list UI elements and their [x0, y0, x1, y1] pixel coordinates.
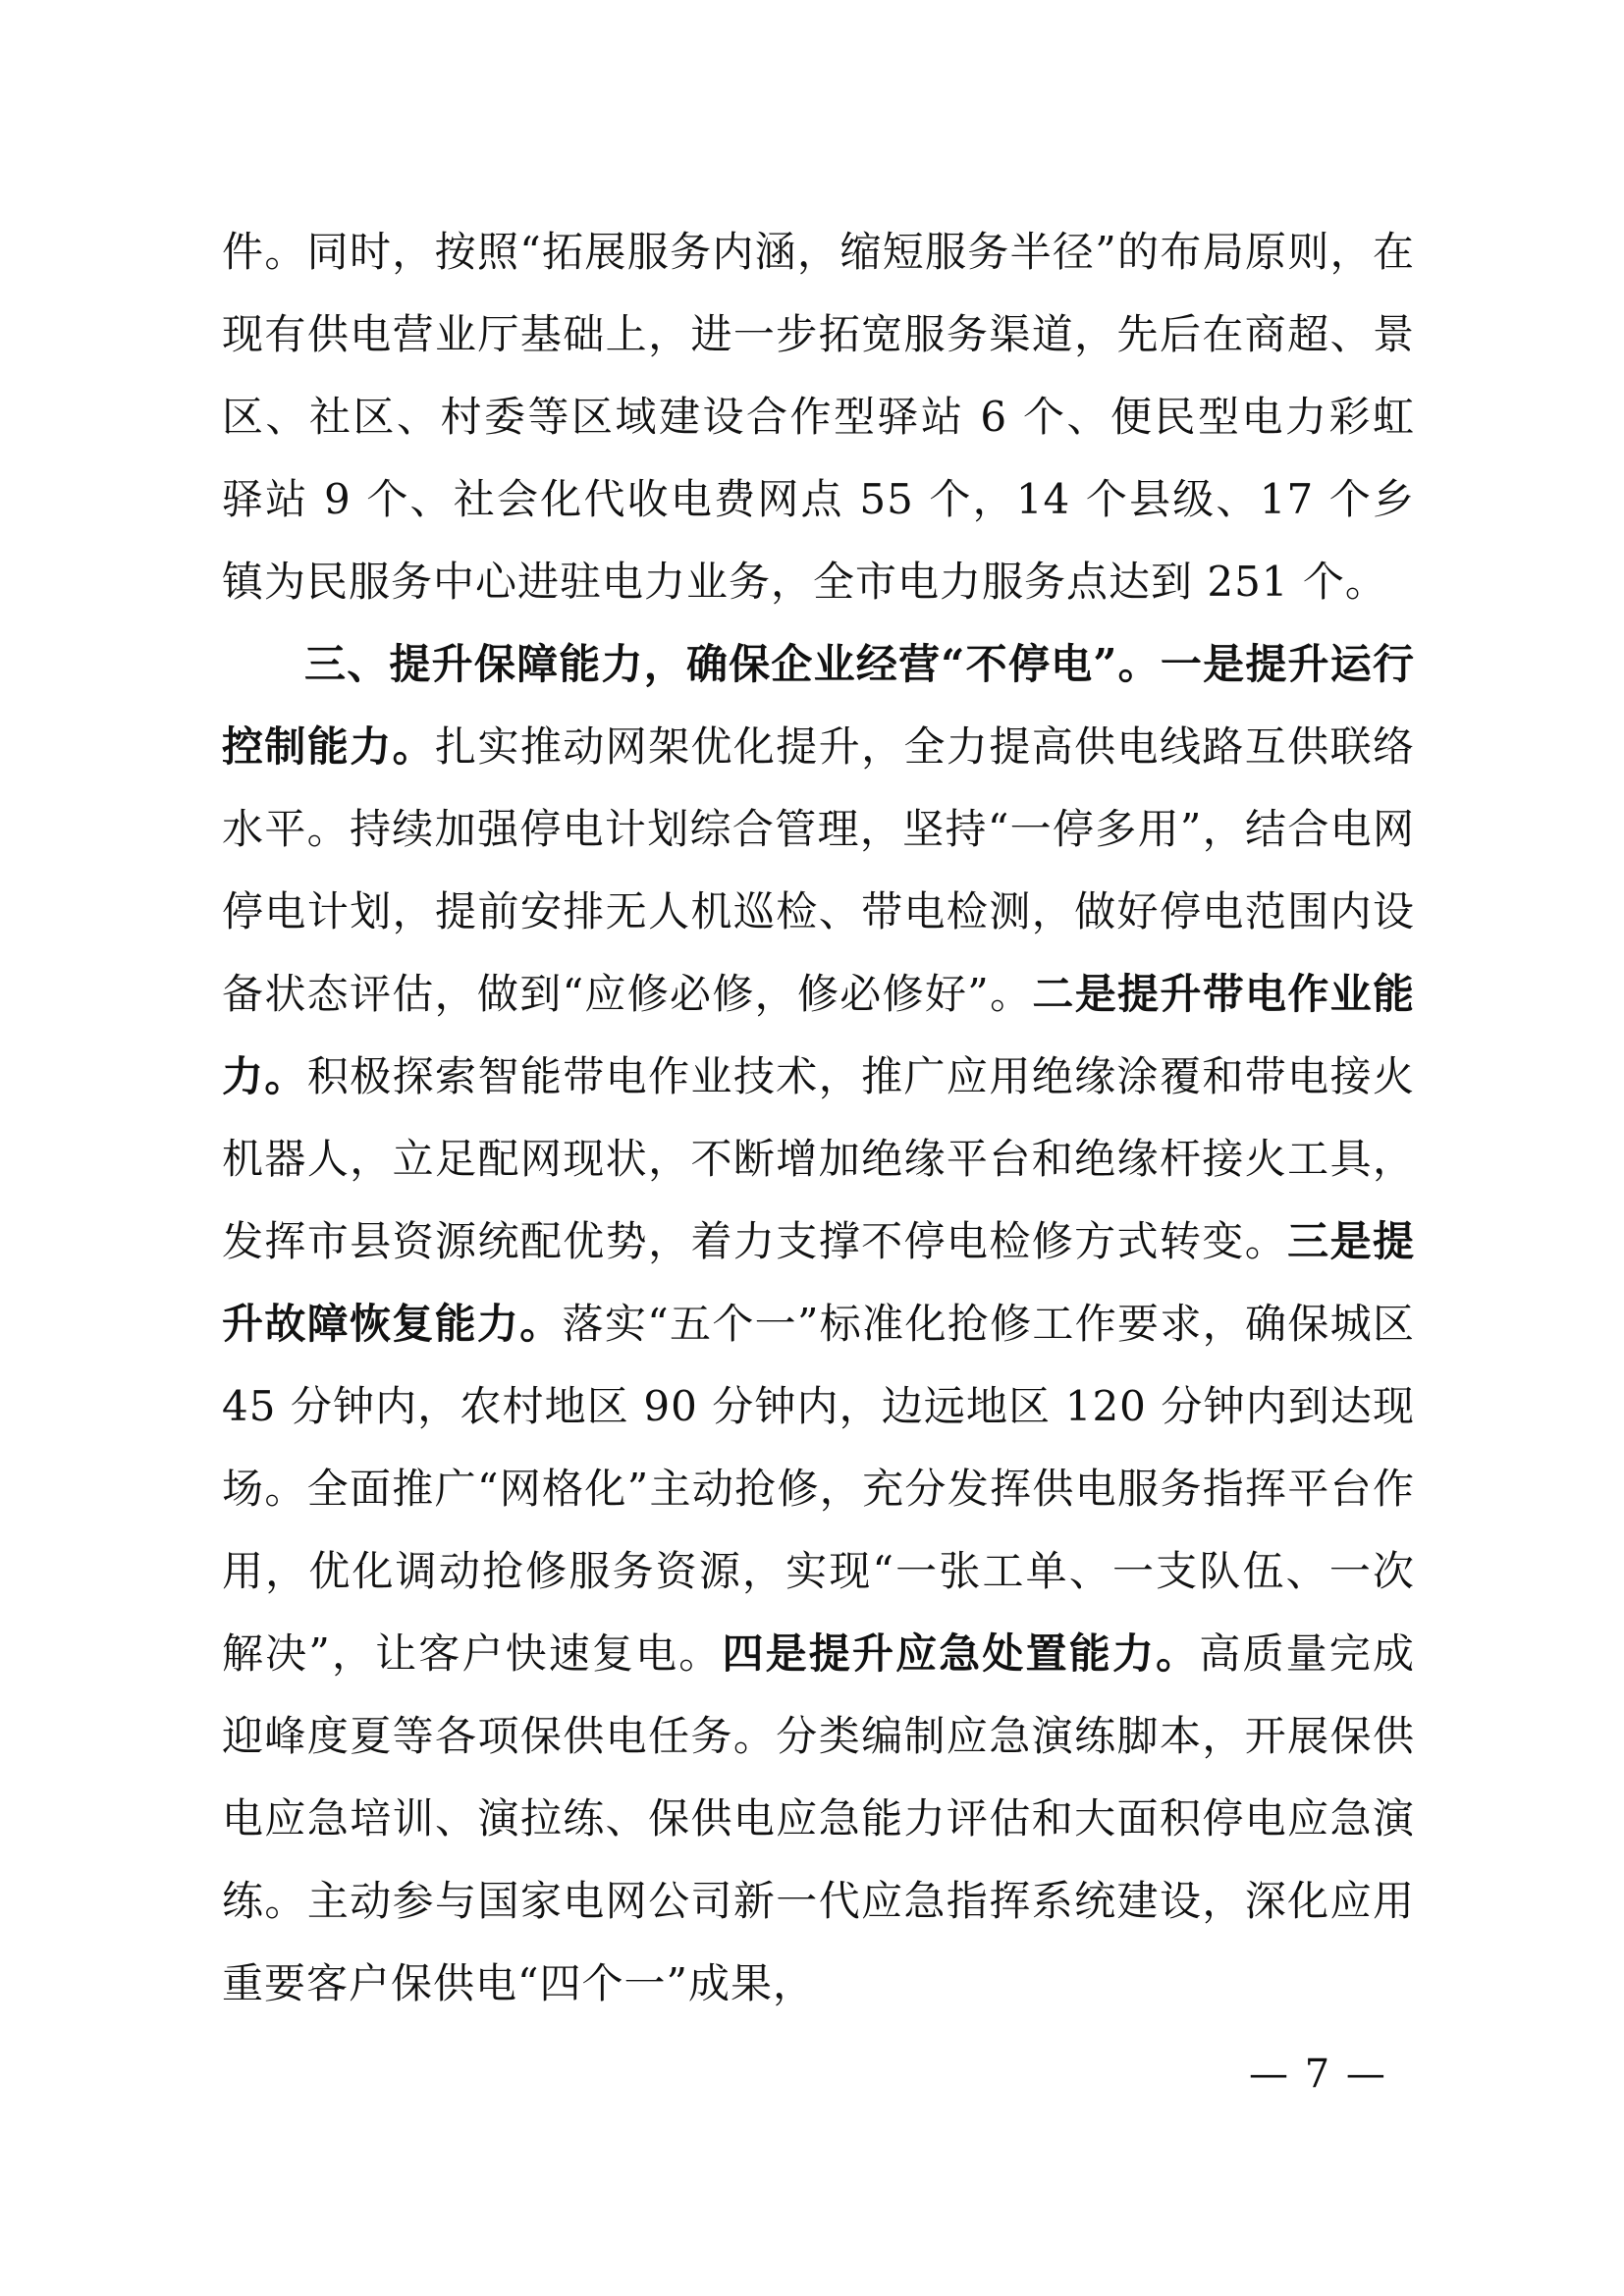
page-number: — 7 — [1249, 2052, 1387, 2097]
paragraph-section-three [222, 623, 1415, 2025]
body-text [222, 211, 1415, 2025]
section-heading: 三、提升保障能力，确保企业经营“不停电”。 [304, 640, 1161, 688]
measure-one-text: 扎实推动网架优化提升，全力提高供电线路互供联络水平。持续加强停电计划综合管理，坚持“一停多用”，结合电网停电计划，提前安排无人机巡检、带电检测，做好停电范围内设备状态评估，做到“应修必修，修必修好”。 [222, 722, 1415, 1018]
paragraph-text: 件。同时，按照“拓展服务内涵，缩短服务半径”的布局原则，在现有供电营业厅基础上，进一步拓宽服务渠道，先后在商超、景区、社区、村委等区域建设合作型驿站 6 个、便民型电力彩虹驿站 9 个、社会化代收电费网点 55 个，14 个县级、17 个乡镇为民服务中心进驻电力业务，全市电力服务点达到 251 个。 [222, 228, 1415, 606]
measure-three-title: 三是提升故障恢复能力。 [222, 1217, 1415, 1348]
measure-four-text: 高质量完成迎峰度夏等各项保供电任务。分类编制应急演练脚本，开展保供电应急培训、演拉练、保供电应急能力评估和大面积停电应急演练。主动参与国家电网公司新一代应急指挥系统建设，深化应用重要客户保供电“四个一”成果， [222, 1629, 1415, 2007]
measure-two-text: 积极探索智能带电作业技术，推广应用绝缘涂覆和带电接火机器人，立足配网现状，不断增加绝缘平台和绝缘杆接火工具，发挥市县资源统配优势，着力支撑不停电检修方式转变。 [222, 1052, 1415, 1265]
paragraph-service-points [222, 211, 1415, 623]
measure-one-title: 一是提升运行控制能力。 [222, 640, 1415, 771]
measure-three-text: 落实“五个一”标准化抢修工作要求，确保城区 45 分钟内，农村地区 90 分钟内，边远地区 120 分钟内到达现场。全面推广“网格化”主动抢修，充分发挥供电服务指挥平台作用，优化调动抢修服务资源，实现“一张工单、一支队伍、一次解决”，让客户快速复电。 [222, 1300, 1415, 1678]
measure-four-title: 四是提升应急处置能力。 [722, 1629, 1200, 1678]
measure-two-title: 二是提升带电作业能力。 [222, 970, 1415, 1100]
